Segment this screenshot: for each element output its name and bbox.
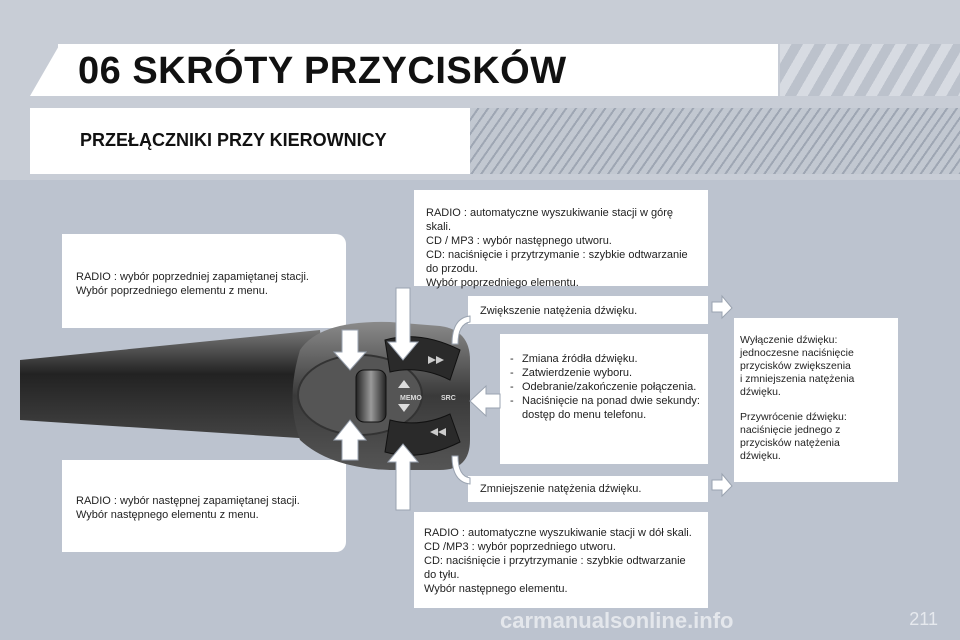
panel-line: Wybór poprzedniego elementu z menu. — [76, 285, 268, 297]
panel-line: RADIO : wybór następnej zapamiętanej stacji. — [76, 495, 300, 507]
panel-line: Przywrócenie dźwięku: — [740, 411, 847, 423]
list-item: - Odebranie/zakończenie połączenia. — [508, 380, 700, 394]
list-item: - Zatwierdzenie wyboru. — [508, 366, 700, 380]
panel-line: RADIO : automatyczne wyszukiwanie stacji w górę skali. — [426, 207, 673, 233]
panel-line: do przodu. — [426, 263, 478, 275]
arrow-bracket-icon — [712, 474, 732, 496]
panel-line: CD /MP3 : wybór poprzedniego utworu. — [424, 541, 616, 553]
panel-line: naciśnięcie jednego z — [740, 424, 841, 436]
panel-line: przycisków zwiększenia — [740, 360, 851, 372]
panel-line: dźwięku. — [740, 386, 781, 398]
arrow-left-icon — [470, 386, 500, 416]
panel-line: do tyłu. — [424, 569, 460, 581]
panel-line: jednoczesne naciśnięcie — [740, 347, 854, 359]
panel-line: Wybór następnego elementu z menu. — [76, 509, 259, 521]
panel-line: przycisków natężenia — [740, 437, 840, 449]
panel-line: i zmniejszenia natężenia — [740, 373, 855, 385]
panel-line: CD: naciśnięcie i przytrzymanie : szybkie odtwarzanie — [426, 249, 688, 261]
thumbwheel — [356, 370, 386, 422]
panel-line: Zwiększenie natężenia dźwięku. — [480, 305, 638, 317]
page-title: 06 SKRÓTY PRZYCISKÓW — [78, 50, 567, 92]
arrow-bracket-icon — [712, 296, 732, 318]
panel-line: Wybór następnego elementu. — [424, 583, 568, 595]
memo-label: MEMO — [400, 395, 422, 402]
panel-line: CD: naciśnięcie i przytrzymanie : szybkie odtwarzanie — [424, 555, 686, 567]
section-subtitle: PRZEŁĄCZNIKI PRZY KIEROWNICY — [80, 130, 387, 150]
stalk — [20, 330, 330, 440]
page-number: 211 — [909, 609, 938, 629]
panel-line: Wybór poprzedniego elementu. — [426, 277, 579, 289]
panel-line: Wyłączenie dźwięku: — [740, 334, 838, 346]
watermark: carmanualsonline.info — [500, 608, 734, 633]
list-item: - Zmiana źródła dźwięku. — [508, 352, 700, 366]
src-label: SRC — [441, 395, 456, 402]
panel-line: Zmniejszenie natężenia dźwięku. — [480, 483, 642, 495]
panel-line: RADIO : wybór poprzedniej zapamiętanej stacji. — [76, 271, 309, 283]
panel-line: dźwięku. — [740, 450, 781, 462]
panel-line: CD / MP3 : wybór następnego utworu. — [426, 235, 612, 247]
list-item: - Naciśnięcie na ponad dwie sekundy: dostęp do menu telefonu. — [508, 394, 700, 422]
panel-line: RADIO : automatyczne wyszukiwanie stacji w dół skali. — [424, 527, 692, 539]
